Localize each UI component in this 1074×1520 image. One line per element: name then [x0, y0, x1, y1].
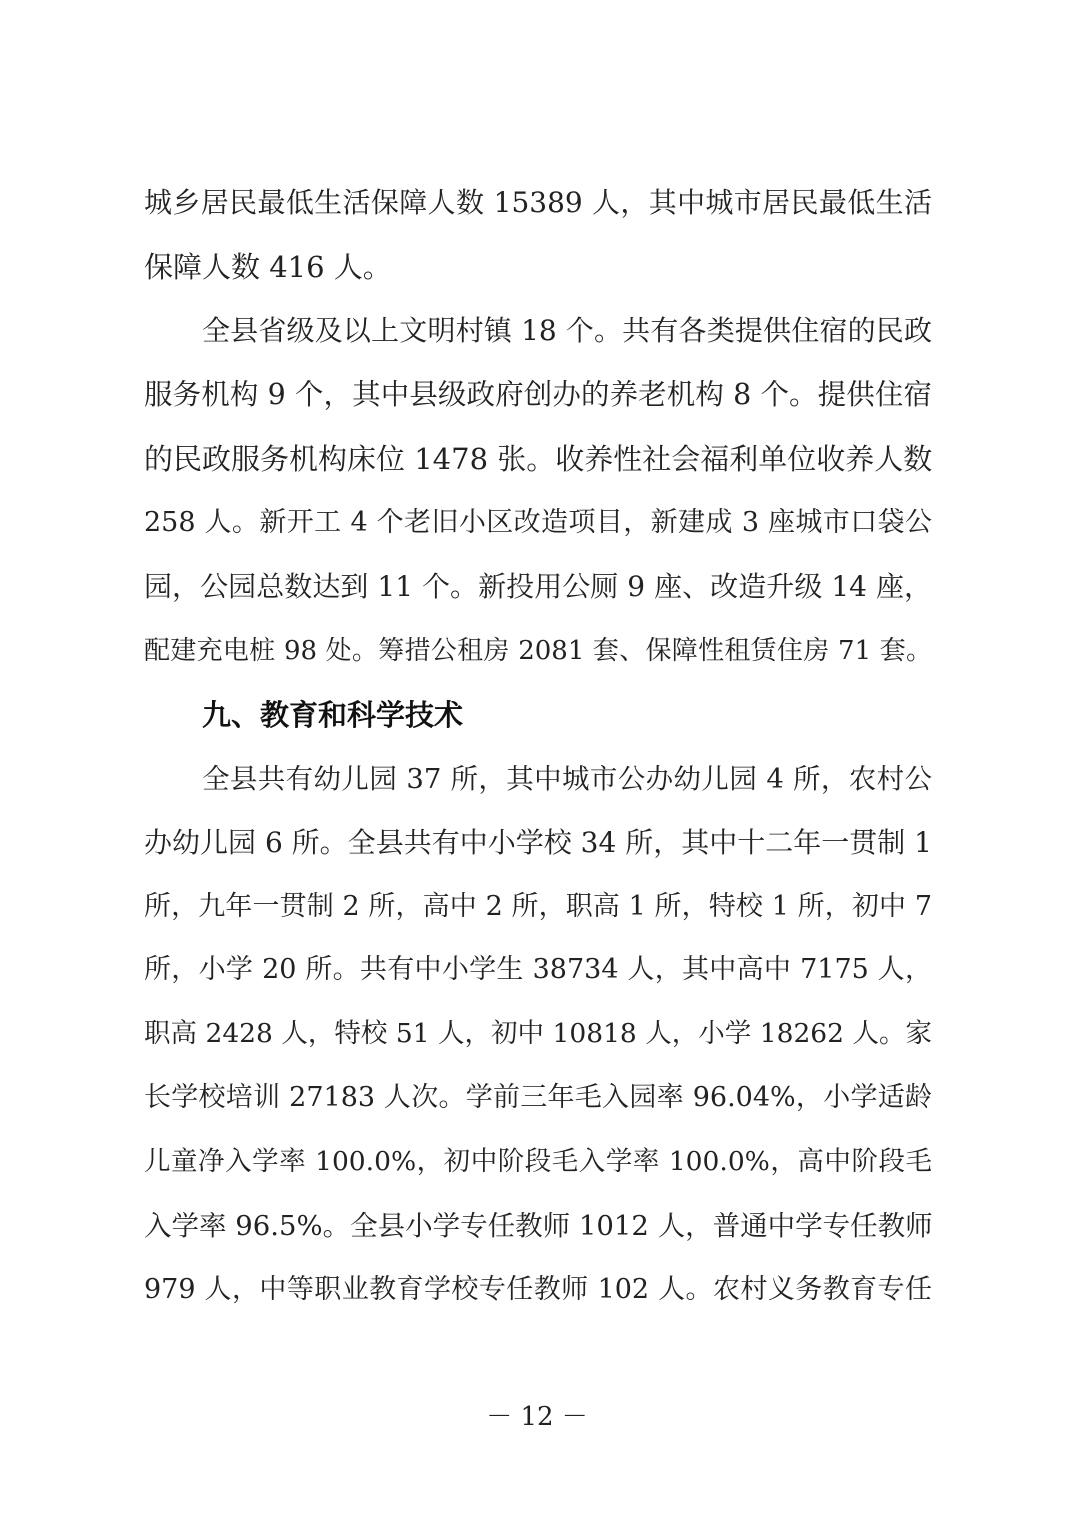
text-line: 儿童净入学率 100.0%，初中阶段毛入学率 100.0%，高中阶段毛 — [144, 1146, 932, 1177]
text-line: 979 人，中等职业教育学校专任教师 102 人。农村义务教育专任 — [144, 1274, 932, 1305]
text-line: 所，小学 20 所。共有中小学生 38734 人，其中高中 7175 人， — [144, 954, 932, 985]
text-line: 城乡居民最低生活保障人数 15389 人，其中城市居民最低生活 — [144, 186, 932, 219]
text-line: 全县省级及以上文明村镇 18 个。共有各类提供住宿的民政 — [202, 314, 932, 347]
text-line: 办幼儿园 6 所。全县共有中小学校 34 所，其中十二年一贯制 1 — [144, 826, 932, 859]
text-line: 入学率 96.5%。全县小学专任教师 1012 人，普通中学专任教师 — [144, 1210, 933, 1242]
text-line: 园，公园总数达到 11 个。新投用公厕 9 座、改造升级 14 座， — [144, 570, 932, 603]
text-line: 职高 2428 人，特校 51 人，初中 10818 人，小学 18262 人。家 — [144, 1018, 932, 1049]
section-heading: 九、教育和科学技术 — [202, 698, 464, 732]
text-line: 长学校培训 27183 人次。学前三年毛入园率 96.04%，小学适龄 — [144, 1082, 932, 1113]
text-line: 保障人数 416 人。 — [144, 250, 392, 284]
text-line: 所，九年一贯制 2 所，高中 2 所，职高 1 所，特校 1 所，初中 7 — [144, 891, 932, 922]
text-line: 的民政服务机构床位 1478 张。收养性社会福利单位收养人数 — [144, 442, 933, 476]
text-line: 258 人。新开工 4 个老旧小区改造项目，新建成 3 座城市口袋公 — [144, 507, 932, 538]
page-number: － 12 － — [486, 1402, 588, 1432]
text-line: 全县共有幼儿园 37 所，其中城市公办幼儿园 4 所，农村公 — [202, 763, 932, 795]
text-line: 配建充电桩 98 处。筹措公租房 2081 套、保障性租赁住房 71 套。 — [144, 636, 932, 666]
text-line: 服务机构 9 个，其中县级政府创办的养老机构 8 个。提供住宿 — [144, 378, 932, 411]
